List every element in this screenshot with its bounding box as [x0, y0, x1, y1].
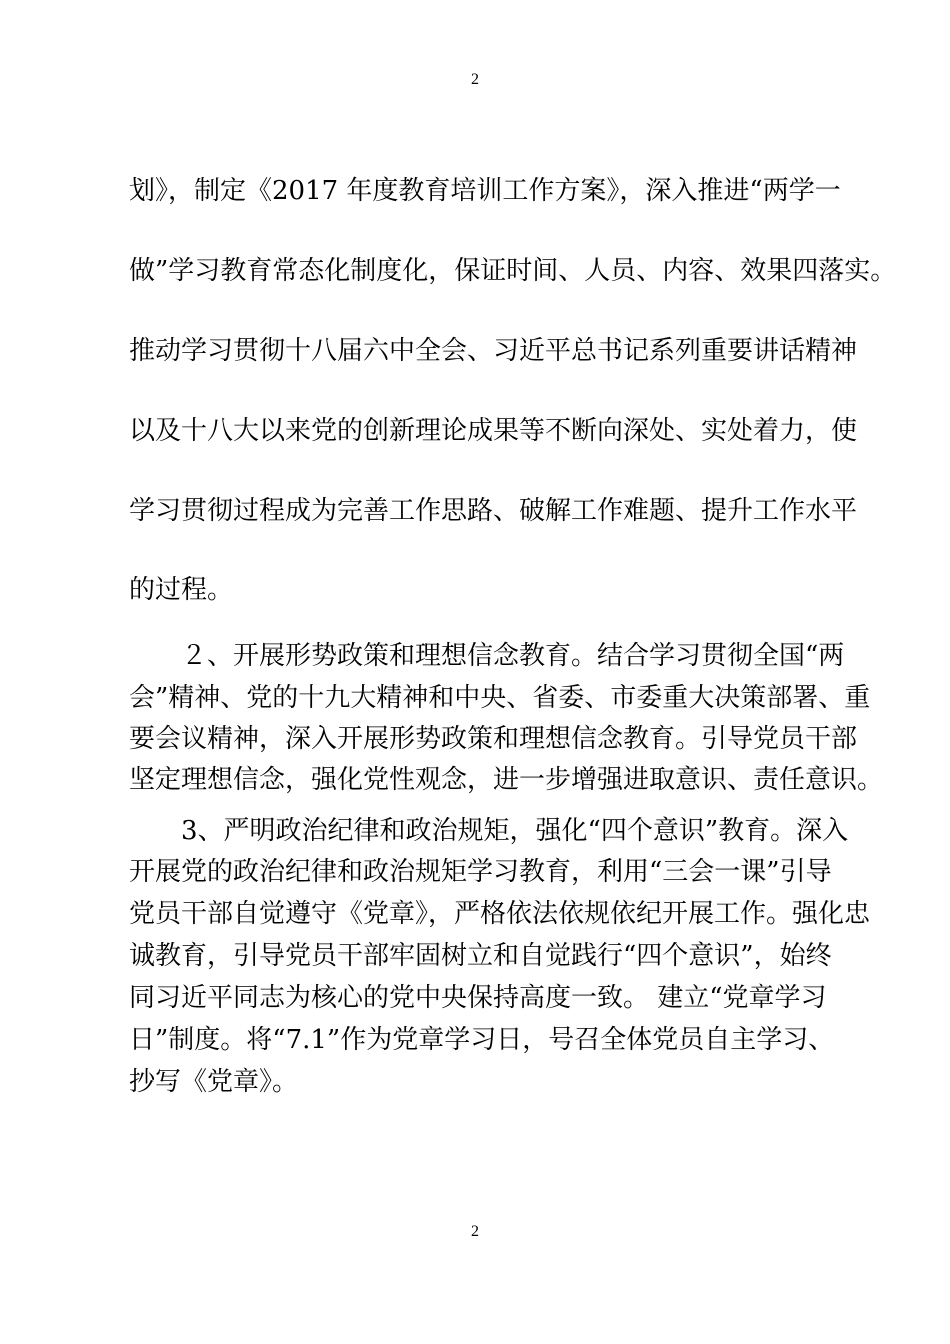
text-line: 同习近平同志为核心的党中央保持高度一致。 建立“党章学习 — [129, 983, 827, 1013]
text-line: 党员干部自觉遵守《党章》，严格依法依规依纪开展工作。强化忠 — [129, 899, 871, 929]
header-page-number: 2 — [471, 71, 479, 88]
text-line: 会”精神、党的十九大精神和中央、省委、市委重大决策部署、重 — [129, 683, 871, 713]
text-line: 3、严明政治纪律和政治规矩，强化“四个意识”教育。深入 — [181, 816, 849, 846]
text-line: 推动学习贯彻十八届六中全会、习近平总书记系列重要讲话精神 — [129, 336, 858, 366]
text-line: 诚教育，引导党员干部牢固树立和自觉践行“四个意识”，始终 — [129, 941, 832, 971]
text-line: 学习贯彻过程成为完善工作思路、破解工作难题、提升工作水平 — [129, 496, 858, 526]
text-line: 抄写《党章》。 — [129, 1067, 299, 1097]
text-line: 日”制度。将“7.1”作为党章学习日，号召全体党员自主学习、 — [129, 1025, 835, 1055]
text-line: 坚定理想信念，强化党性观念，进一步增强进取意识、责任意识。 — [129, 765, 884, 795]
text-line: 以及十八大以来党的创新理论成果等不断向深处、实处着力，使 — [129, 416, 858, 446]
text-line: 的过程。 — [129, 575, 234, 605]
text-line: 要会议精神，深入开展形势政策和理想信念教育。引导党员干部 — [129, 724, 858, 754]
text-line: 做”学习教育常态化制度化，保证时间、人员、内容、效果四落实。 — [129, 256, 897, 286]
text-line: ２、开展形势政策和理想信念教育。结合学习贯彻全国“两 — [181, 641, 845, 671]
footer-page-number: 2 — [471, 1223, 479, 1240]
text-line: 开展党的政治纪律和政治规矩学习教育，利用“三会一课”引导 — [129, 857, 832, 887]
text-line: 划》，制定《2017 年度教育培训工作方案》，深入推进“两学一 — [129, 176, 841, 206]
